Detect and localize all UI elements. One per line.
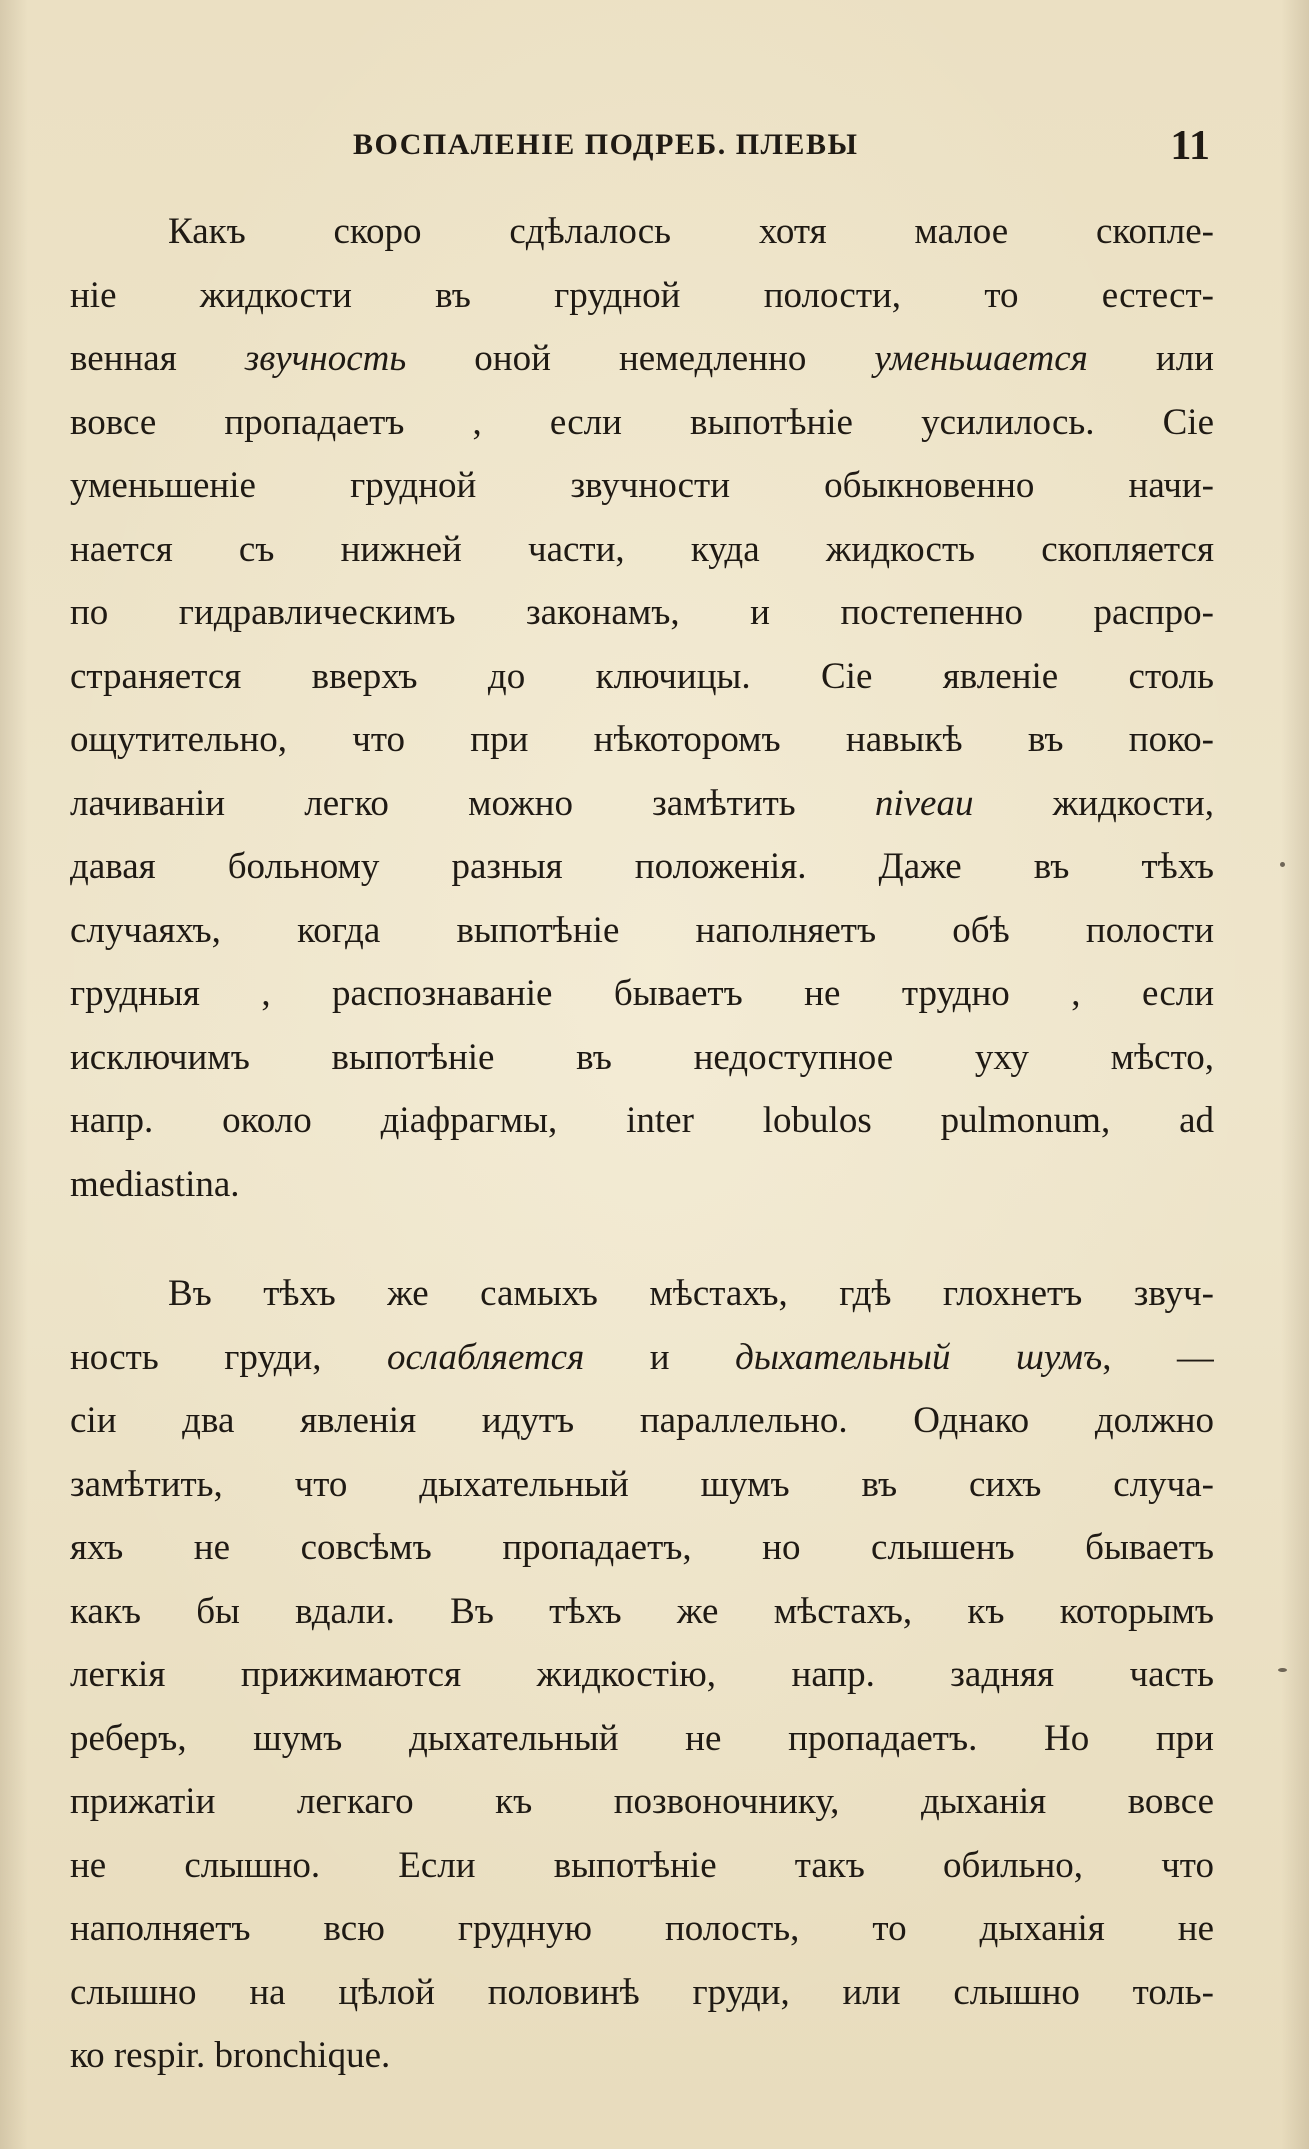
text-line: Въ тѣхъ же самыхъ мѣстахъ, гдѣ глохнетъ звуч-	[168, 1273, 1214, 1314]
paragraph-1	[70, 200, 1214, 1216]
text-line: давая больному разныя положенія. Даже въ тѣхъ	[70, 846, 1214, 887]
text-line: ко respir. bronchique.	[70, 2035, 391, 2076]
text-line: грудныя , распознаваніе бываетъ не трудно , если	[70, 973, 1214, 1014]
emphasis-dykhatelny-shum: дыхательный шумъ	[735, 1336, 1103, 1378]
text-line: не слышно. Если выпотѣніе такъ обильно, что	[70, 1844, 1214, 1886]
emphasis-oslablyaetsya: ослабляется	[386, 1336, 585, 1378]
text-line: слышно на цѣлой половинѣ груди, или слышно толь-	[70, 1971, 1214, 2013]
text-line: страняется вверхъ до ключицы. Сіе явленіе столь	[70, 655, 1214, 697]
ink-speck	[1278, 1668, 1287, 1672]
text-line: реберъ, шумъ дыхательный не пропадаетъ. Но при	[70, 1717, 1214, 1759]
line-segment: оной немедленно	[406, 338, 875, 379]
text-line: замѣтить, что дыхательный шумъ въ сихъ случа-	[70, 1463, 1214, 1505]
text-line: mediastina.	[70, 1163, 240, 1205]
text-line: наполняетъ всю грудную полость, то дыханія не	[70, 1908, 1214, 1949]
line-segment: и	[584, 1336, 736, 1378]
text-line: напр. около діафрагмы, inter lobulos pulmonum, ad	[70, 1100, 1214, 1141]
text-line: прижатіи легкаго къ позвоночнику, дыханія вовсе	[70, 1781, 1214, 1822]
page-header	[70, 122, 1210, 172]
text-line: нается съ нижней части, куда жидкость скопляется	[70, 528, 1214, 570]
text-line: ощутительно, что при нѣкоторомъ навыкѣ въ поко-	[70, 719, 1214, 760]
line-segment: или	[1087, 338, 1214, 379]
emphasis-zvuchnost: звучность	[244, 338, 407, 379]
text-line: сіи два явленія идутъ параллельно. Однако должно	[70, 1400, 1214, 1441]
emphasis-umenshaetsya: уменьшается	[874, 338, 1088, 379]
line-segment: жидкости,	[973, 782, 1214, 824]
text-line: вовсе пропадаетъ , если выпотѣніе усилилось. Сіе	[70, 401, 1214, 443]
page-right-shadow	[1281, 0, 1309, 2149]
emphasis-niveau: niveau	[874, 782, 974, 824]
page-number: 11	[1170, 123, 1210, 169]
page-left-shadow	[0, 0, 28, 2149]
running-title: ВОСПАЛЕНІЕ ПОДРЕБ. ПЛЕВЫ	[353, 128, 859, 161]
text-line: легкія прижимаются жидкостію, напр. задняя часть	[70, 1654, 1214, 1695]
ink-speck	[1280, 862, 1285, 867]
text-line	[70, 1326, 1214, 1390]
line-segment: , —	[1102, 1336, 1214, 1378]
text-line	[70, 327, 1214, 391]
line-segment: лачиваніи легко можно замѣтить	[70, 782, 875, 824]
text-line: случаяхъ, когда выпотѣніе наполняетъ обѣ полости	[70, 909, 1214, 951]
text-line: исключимъ выпотѣніе въ недоступное уху мѣсто,	[70, 1036, 1214, 1078]
text-line: яхъ не совсѣмъ пропадаетъ, но слышенъ бываетъ	[70, 1527, 1214, 1568]
text-line: Какъ скоро сдѣлалось хотя малое скопле-	[168, 211, 1214, 252]
text-line	[70, 772, 1214, 836]
text-line: ніе жидкости въ грудной полости, то естест-	[70, 274, 1214, 316]
paragraph-2	[70, 1262, 1214, 2088]
line-segment: ность груди,	[70, 1336, 387, 1378]
text-line: какъ бы вдали. Въ тѣхъ же мѣстахъ, къ которымъ	[70, 1590, 1214, 1632]
text-line: уменьшеніе грудной звучности обыкновенно начи-	[70, 465, 1214, 506]
line-segment: венная	[70, 338, 245, 379]
text-line: по гидравлическимъ законамъ, и постепенно распро-	[70, 592, 1214, 633]
